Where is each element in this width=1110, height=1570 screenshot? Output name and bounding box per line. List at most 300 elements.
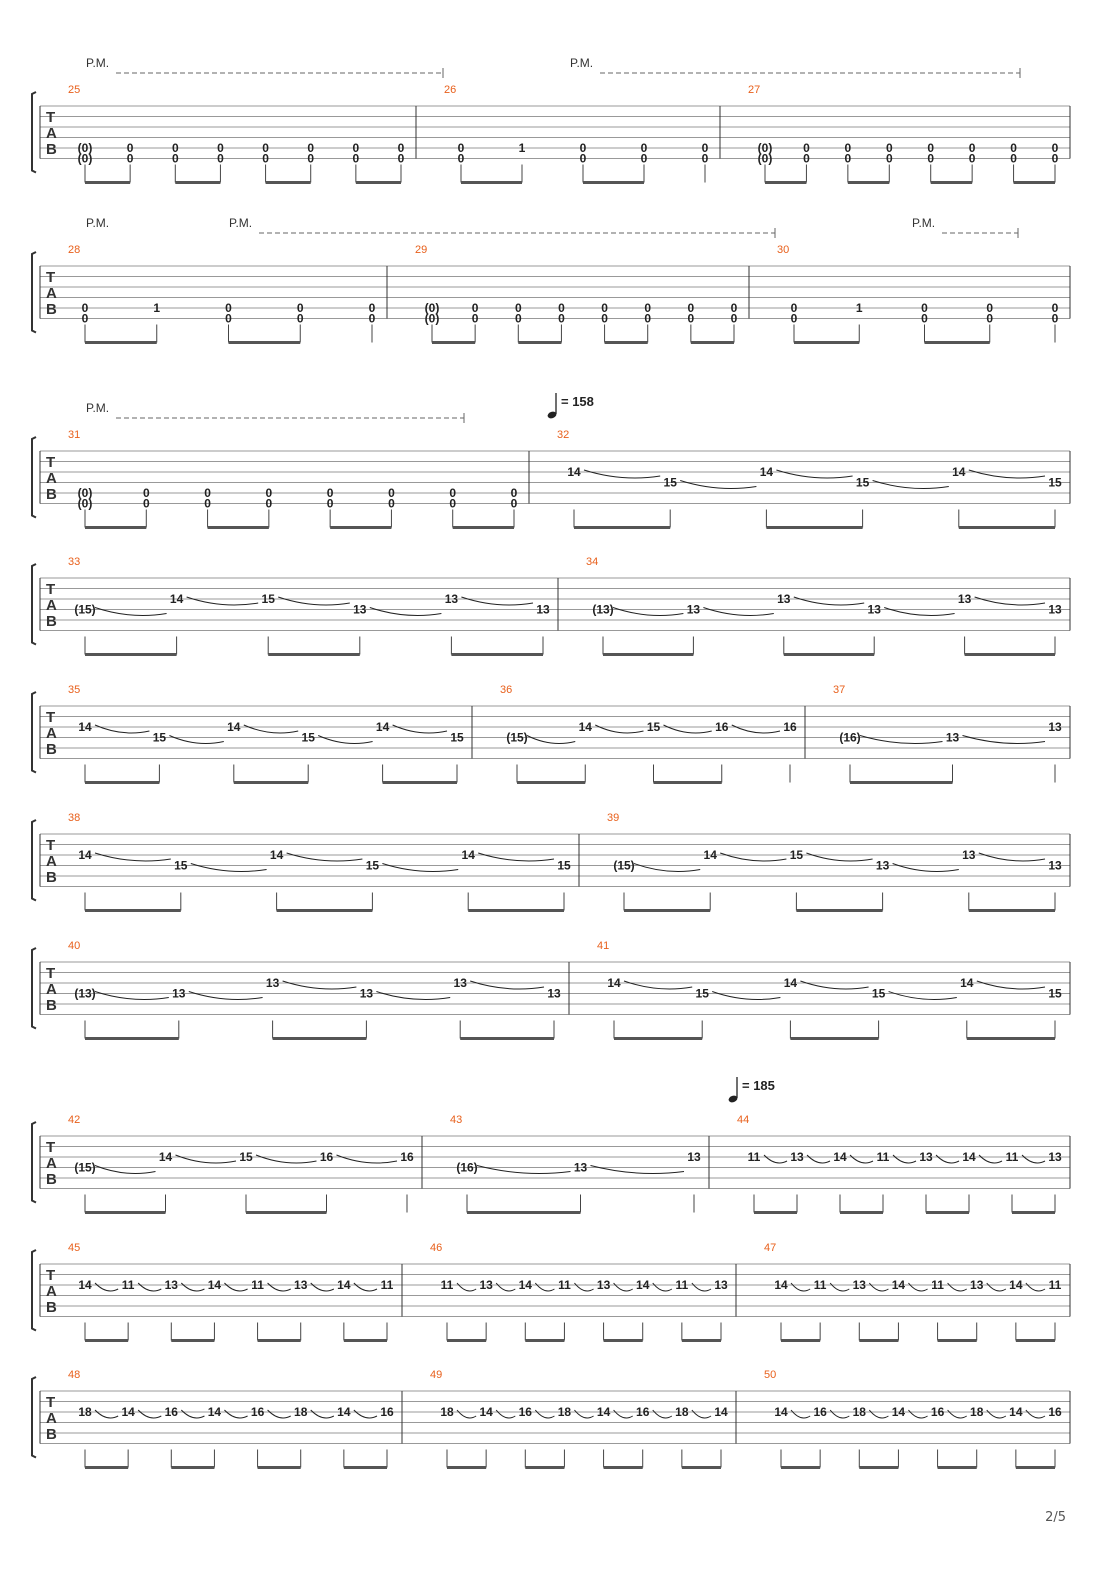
tie-arc xyxy=(256,1155,317,1163)
fret-number: 0 xyxy=(388,486,395,500)
fret-number: 13 xyxy=(945,730,960,745)
fret-number: (0) xyxy=(77,496,93,511)
fret-number: 15 xyxy=(663,475,677,490)
fret-number: 0 xyxy=(1010,151,1017,166)
fret-number: 16 xyxy=(250,1405,265,1419)
fret-number: 13 xyxy=(479,1278,493,1292)
fret-number: 13 xyxy=(1048,858,1062,873)
fret-number: 14 xyxy=(833,1150,847,1164)
bar-number: 48 xyxy=(68,1369,81,1381)
tab-clef-letter: T xyxy=(46,269,56,286)
tie-arc xyxy=(283,981,357,989)
palm-mute-label: P.M. xyxy=(86,56,110,70)
fret-number: 13 xyxy=(444,592,459,606)
fret-number: 13 xyxy=(777,592,791,606)
fret-number: 0 xyxy=(326,486,334,500)
tab-clef-letter: T xyxy=(46,1267,56,1284)
fret-number: 14 xyxy=(759,465,774,479)
palm-mute-label: P.M. xyxy=(86,401,110,415)
tie-arc xyxy=(584,470,660,478)
fret-number: 0 xyxy=(296,311,304,326)
fret-number: 0 xyxy=(558,311,565,326)
fret-number: 0 xyxy=(307,141,315,155)
fret-number: 13 xyxy=(790,1150,804,1164)
fret-number: 18 xyxy=(294,1405,308,1419)
tab-clef-letter: B xyxy=(46,741,57,758)
fret-number: 15 xyxy=(1048,986,1062,1001)
tie-arc xyxy=(268,1410,291,1418)
bar-number: 43 xyxy=(450,1114,463,1126)
fret-number: 11 xyxy=(558,1278,571,1292)
tie-arc xyxy=(1026,1410,1045,1418)
tab-clef-letter: A xyxy=(46,981,57,998)
fret-number: 14 xyxy=(774,1278,788,1292)
fret-number: 15 xyxy=(174,858,188,873)
fret-number: 11 xyxy=(876,1150,890,1164)
fret-number: 0 xyxy=(803,141,810,155)
tie-arc xyxy=(187,597,259,605)
fret-number: 14 xyxy=(714,1405,728,1419)
fret-number: 15 xyxy=(450,730,464,745)
tie-arc xyxy=(794,597,864,605)
bar-number: 33 xyxy=(68,556,81,568)
fret-number: 14 xyxy=(479,1405,493,1419)
tie-arc xyxy=(95,1410,118,1418)
fret-number: 0 xyxy=(296,301,304,315)
fret-number: 0 xyxy=(514,311,522,326)
tie-arc xyxy=(370,608,442,616)
system-bracket xyxy=(32,1122,36,1203)
tie-arc xyxy=(624,981,692,989)
fret-number: 16 xyxy=(636,1405,650,1419)
fret-number: 16 xyxy=(518,1405,532,1419)
tab-clef-letter: B xyxy=(46,301,57,318)
tie-arc xyxy=(807,1155,830,1163)
fret-number: 14 xyxy=(703,848,717,862)
tie-arc xyxy=(496,1410,515,1418)
tab-clef-letter: A xyxy=(46,1283,57,1300)
tab-clef-letter: T xyxy=(46,581,56,598)
tie-arc xyxy=(318,736,372,744)
bar-number: 37 xyxy=(833,684,846,696)
fret-number: 0 xyxy=(262,151,269,166)
tie-arc xyxy=(613,608,683,616)
tie-arc xyxy=(95,725,149,733)
fret-number: 18 xyxy=(440,1405,454,1419)
fret-number: 13 xyxy=(714,1278,728,1292)
fret-number: 11 xyxy=(380,1278,394,1292)
fret-number: 0 xyxy=(449,496,457,511)
fret-number: 13 xyxy=(547,986,561,1001)
system-bracket xyxy=(32,692,36,773)
fret-number: 11 xyxy=(675,1278,689,1292)
fret-number: (16) xyxy=(839,730,861,745)
tab-clef-letter: B xyxy=(46,1299,57,1316)
fret-number: 13 xyxy=(919,1150,933,1164)
tie-arc xyxy=(614,1283,633,1291)
fret-number: 0 xyxy=(1051,311,1059,326)
palm-mute-label: P.M. xyxy=(229,216,253,230)
bar-number: 29 xyxy=(415,244,428,256)
fret-number: 0 xyxy=(514,301,522,315)
tie-arc xyxy=(614,1410,633,1418)
system-bracket xyxy=(32,948,36,1029)
system-bracket xyxy=(32,564,36,645)
tie-arc xyxy=(969,470,1045,478)
fret-number: 0 xyxy=(790,301,798,315)
fret-number: 14 xyxy=(783,976,798,990)
tie-arc xyxy=(869,1410,888,1418)
tie-arc xyxy=(244,725,298,733)
fret-number: 0 xyxy=(927,141,935,155)
fret-number: (15) xyxy=(613,858,635,873)
fret-number: 0 xyxy=(225,311,232,326)
tie-arc xyxy=(337,1155,398,1163)
tie-arc xyxy=(95,853,171,861)
fret-number: 0 xyxy=(368,301,376,315)
fret-number: 14 xyxy=(269,848,284,862)
fret-number: 16 xyxy=(319,1150,334,1164)
fret-number: 0 xyxy=(1051,141,1059,155)
tie-arc xyxy=(181,1283,204,1291)
tie-arc xyxy=(176,1155,237,1163)
bar-number: 36 xyxy=(500,684,513,696)
fret-number: (0) xyxy=(77,151,93,166)
tie-arc xyxy=(908,1410,927,1418)
tie-arc xyxy=(591,1166,685,1174)
fret-number: 11 xyxy=(747,1150,761,1164)
fret-number: 14 xyxy=(337,1278,351,1292)
tie-arc xyxy=(664,725,712,733)
fret-number: 0 xyxy=(388,496,395,511)
fret-number: 14 xyxy=(578,720,592,734)
tie-arc xyxy=(169,736,223,744)
system-bracket xyxy=(32,820,36,901)
fret-number: 14 xyxy=(337,1405,351,1419)
fret-number: 18 xyxy=(78,1405,92,1419)
tie-arc xyxy=(963,736,1046,744)
fret-number: 13 xyxy=(265,976,280,990)
tie-arc xyxy=(138,1410,161,1418)
tie-arc xyxy=(830,1410,849,1418)
tie-arc xyxy=(791,1283,810,1291)
tie-arc xyxy=(457,1283,476,1291)
tie-arc xyxy=(191,864,267,872)
tie-arc xyxy=(987,1410,1006,1418)
fret-number: 14 xyxy=(960,976,974,990)
fret-number: 15 xyxy=(855,475,870,490)
fret-number: 0 xyxy=(142,486,150,500)
fret-number: 14 xyxy=(375,720,390,734)
fret-number: 16 xyxy=(380,1405,394,1419)
tie-arc xyxy=(653,1410,672,1418)
fret-number: 0 xyxy=(1051,301,1059,315)
tie-arc xyxy=(806,853,872,861)
fret-number: 16 xyxy=(400,1150,414,1164)
fret-number: 0 xyxy=(81,301,89,315)
fret-number: 0 xyxy=(640,151,648,166)
fret-number: (0) xyxy=(77,486,93,500)
fret-number: 14 xyxy=(207,1405,222,1419)
tie-arc xyxy=(95,992,169,1000)
fret-number: 0 xyxy=(126,151,134,166)
fret-number: 0 xyxy=(368,311,376,326)
tab-clef-letter: B xyxy=(46,141,57,158)
fret-number: 0 xyxy=(885,141,893,155)
fret-number: 16 xyxy=(1048,1405,1062,1419)
fret-number: 0 xyxy=(790,311,798,326)
tie-arc xyxy=(850,1155,873,1163)
tie-arc xyxy=(311,1410,334,1418)
tie-arc xyxy=(884,608,954,616)
fret-number: 0 xyxy=(687,311,695,326)
fret-number: 13 xyxy=(294,1278,308,1292)
tie-arc xyxy=(95,608,167,616)
tab-clef-letter: A xyxy=(46,285,57,302)
fret-number: 18 xyxy=(557,1405,572,1419)
fret-number: 16 xyxy=(783,720,797,734)
tie-arc xyxy=(278,597,350,605)
fret-number: 14 xyxy=(227,720,241,734)
fret-number: 0 xyxy=(457,151,465,166)
fret-number: (0) xyxy=(424,301,440,315)
fret-number: 13 xyxy=(687,1150,701,1164)
fret-number: 16 xyxy=(930,1405,945,1419)
fret-number: 0 xyxy=(81,311,89,326)
system-bracket xyxy=(32,92,36,173)
fret-number: 0 xyxy=(986,301,994,315)
fret-number: 11 xyxy=(121,1278,135,1292)
fret-number: 16 xyxy=(715,720,729,734)
fret-number: (0) xyxy=(77,141,93,155)
fret-number: 0 xyxy=(844,151,852,166)
bar-number: 46 xyxy=(430,1242,443,1254)
fret-number: (15) xyxy=(74,602,96,617)
tie-arc xyxy=(860,736,943,744)
bar-number: 38 xyxy=(68,812,81,824)
fret-number: 14 xyxy=(78,1278,92,1292)
fret-number: 0 xyxy=(601,311,608,326)
tab-clef-letter: T xyxy=(46,1394,56,1411)
tie-arc xyxy=(869,1283,888,1291)
tie-arc xyxy=(224,1283,247,1291)
tie-arc xyxy=(948,1283,967,1291)
tie-arc xyxy=(893,1155,916,1163)
fret-number: 0 xyxy=(885,151,893,166)
fret-number: 13 xyxy=(970,1278,984,1292)
tempo-value: = 158 xyxy=(561,394,594,409)
tab-clef-letter: A xyxy=(46,470,57,487)
fret-number: 1 xyxy=(518,141,526,155)
fret-number: 0 xyxy=(225,301,232,315)
tie-arc xyxy=(268,1283,291,1291)
fret-number: 13 xyxy=(573,1160,588,1175)
fret-number: 0 xyxy=(457,141,465,155)
fret-number: 0 xyxy=(510,496,518,511)
tie-arc xyxy=(181,1410,204,1418)
fret-number: 15 xyxy=(152,730,167,745)
tie-arc xyxy=(595,725,643,733)
fret-number: 0 xyxy=(644,301,652,315)
fret-number: (0) xyxy=(757,141,773,155)
tie-arc xyxy=(975,597,1045,605)
tie-arc xyxy=(287,853,363,861)
bar-number: 41 xyxy=(597,940,610,952)
page-number: 2/5 xyxy=(1045,1510,1066,1525)
fret-number: 0 xyxy=(921,311,928,326)
tie-arc xyxy=(354,1283,377,1291)
bar-number: 26 xyxy=(444,84,457,96)
tie-arc xyxy=(457,1410,476,1418)
bar-number: 39 xyxy=(607,812,620,824)
fret-number: 14 xyxy=(891,1405,906,1419)
tie-arc xyxy=(908,1283,927,1291)
fret-number: 0 xyxy=(510,486,518,500)
fret-number: 13 xyxy=(164,1278,178,1292)
tie-arc xyxy=(574,1410,593,1418)
bar-number: 27 xyxy=(748,84,761,96)
bar-number: 50 xyxy=(764,1369,777,1381)
tie-arc xyxy=(830,1283,849,1291)
fret-number: 0 xyxy=(701,151,709,166)
tie-arc xyxy=(311,1283,334,1291)
tie-arc xyxy=(496,1283,515,1291)
fret-number: 11 xyxy=(813,1278,827,1292)
system-bracket xyxy=(32,1377,36,1458)
fret-number: 0 xyxy=(701,141,709,155)
fret-number: 13 xyxy=(536,602,550,617)
bar-number: 25 xyxy=(68,84,81,96)
fret-number: 0 xyxy=(1051,151,1059,166)
fret-number: 15 xyxy=(239,1150,253,1164)
tie-arc xyxy=(1026,1283,1045,1291)
bar-number: 31 xyxy=(68,429,81,441)
tab-clef-letter: A xyxy=(46,853,57,870)
tie-arc xyxy=(948,1410,967,1418)
tie-arc xyxy=(461,597,533,605)
bar-number: 42 xyxy=(68,1114,81,1126)
fret-number: 13 xyxy=(852,1278,866,1292)
fret-number: 0 xyxy=(844,141,852,155)
system-bracket xyxy=(32,437,36,518)
tempo-value: = 185 xyxy=(742,1078,775,1093)
fret-number: 0 xyxy=(579,151,587,166)
fret-number: 0 xyxy=(126,141,134,155)
tab-clef-letter: B xyxy=(46,1171,57,1188)
fret-number: 15 xyxy=(789,848,804,862)
fret-number: 13 xyxy=(1048,720,1062,734)
fret-number: 15 xyxy=(301,730,315,745)
fret-number: 0 xyxy=(204,486,211,500)
tab-clef-letter: A xyxy=(46,725,57,742)
fret-number: 11 xyxy=(931,1278,944,1292)
fret-number: 0 xyxy=(352,151,360,166)
fret-number: 14 xyxy=(461,848,475,862)
tie-arc xyxy=(720,853,786,861)
fret-number: (0) xyxy=(757,151,773,166)
tie-arc xyxy=(979,853,1045,861)
tie-arc xyxy=(382,864,458,872)
fret-number: 0 xyxy=(1010,141,1017,155)
bar-number: 28 xyxy=(68,244,81,256)
tie-arc xyxy=(477,1166,571,1174)
tie-arc xyxy=(712,992,780,1000)
tie-arc xyxy=(1022,1155,1045,1163)
fret-number: 0 xyxy=(730,301,738,315)
fret-number: 0 xyxy=(265,496,273,511)
fret-number: (13) xyxy=(592,602,614,617)
fret-number: 0 xyxy=(927,151,935,166)
tie-arc xyxy=(634,864,700,872)
fret-number: 0 xyxy=(968,151,976,166)
tie-arc xyxy=(393,725,447,733)
tab-clef-letter: T xyxy=(46,109,56,126)
fret-number: 0 xyxy=(217,151,224,166)
tie-arc xyxy=(692,1410,711,1418)
fret-number: 13 xyxy=(453,976,467,990)
tab-clef-letter: T xyxy=(46,965,56,982)
tie-arc xyxy=(535,1410,554,1418)
fret-number: 14 xyxy=(158,1150,173,1164)
fret-number: 0 xyxy=(326,496,334,511)
fret-number: 0 xyxy=(601,301,608,315)
tab-clef-letter: B xyxy=(46,613,57,630)
fret-number: 15 xyxy=(695,986,709,1001)
fret-number: 13 xyxy=(1048,1150,1062,1164)
tie-arc xyxy=(764,1155,787,1163)
fret-number: 0 xyxy=(644,311,652,326)
fret-number: 0 xyxy=(730,311,738,326)
fret-number: 0 xyxy=(449,486,457,500)
tab-clef-letter: T xyxy=(46,1139,56,1156)
fret-number: 0 xyxy=(352,141,360,155)
tie-arc xyxy=(224,1410,247,1418)
tab-clef-letter: T xyxy=(46,837,56,854)
tab-clef-letter: A xyxy=(46,597,57,614)
fret-number: 18 xyxy=(675,1405,689,1419)
tie-arc xyxy=(979,1155,1002,1163)
fret-number: 14 xyxy=(1009,1405,1023,1419)
palm-mute-label: P.M. xyxy=(912,216,936,230)
tie-arc xyxy=(376,992,450,1000)
tie-arc xyxy=(776,470,852,478)
fret-number: 0 xyxy=(397,151,405,166)
fret-number: 18 xyxy=(852,1405,866,1419)
fret-number: 14 xyxy=(567,465,581,479)
fret-number: 0 xyxy=(307,151,315,166)
tab-clef-letter: T xyxy=(46,454,56,471)
fret-number: 13 xyxy=(686,602,701,617)
fret-number: 0 xyxy=(171,151,179,166)
tie-arc xyxy=(653,1283,672,1291)
fret-number: 0 xyxy=(265,486,273,500)
fret-number: 14 xyxy=(207,1278,222,1292)
fret-number: (15) xyxy=(506,730,528,745)
tie-arc xyxy=(527,736,575,744)
fret-number: 0 xyxy=(640,141,648,155)
fret-number: 14 xyxy=(636,1278,650,1292)
fret-number: 0 xyxy=(921,301,928,315)
fret-number: 0 xyxy=(262,141,269,155)
tie-arc xyxy=(478,853,554,861)
fret-number: 13 xyxy=(1048,602,1062,617)
tie-arc xyxy=(873,481,949,489)
fret-number: 13 xyxy=(867,602,881,617)
tab-clef-letter: T xyxy=(46,709,56,726)
tie-arc xyxy=(732,725,780,733)
fret-number: 0 xyxy=(471,301,479,315)
tie-arc xyxy=(987,1283,1006,1291)
